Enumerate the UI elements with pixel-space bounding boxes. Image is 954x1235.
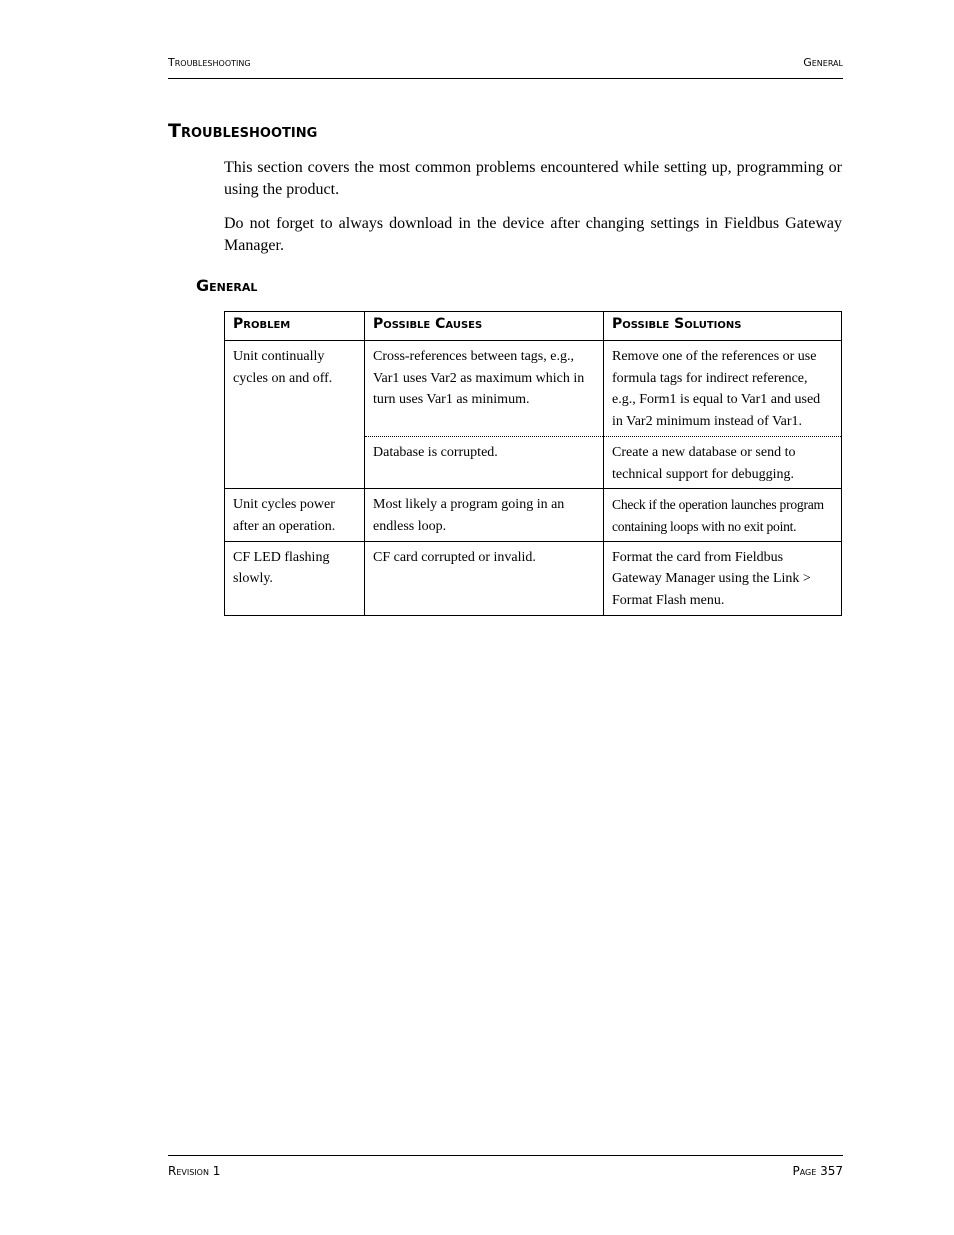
- solution-cell: Remove one of the references or use formula tags for indirect reference, e.g., Form1 is equal to Var1 and used in Var2 minimum instead of Var1.: [604, 341, 842, 437]
- cause-cell: Cross-references between tags, e.g., Var1 uses Var2 as maximum which in turn uses Var1 as minimum.: [365, 341, 604, 437]
- cause-cell: Database is corrupted.: [365, 436, 604, 488]
- table-row: [225, 341, 842, 437]
- table-row: [225, 489, 842, 541]
- page-footer: [168, 1155, 843, 1178]
- column-header-causes: Possible Causes: [365, 312, 604, 341]
- table-header-row: [225, 312, 842, 341]
- header-right: General: [803, 56, 843, 69]
- troubleshooting-table: [224, 311, 842, 616]
- solution-cell: Check if the operation launches program containing loops with no exit point.: [604, 489, 842, 541]
- page-header: [168, 56, 843, 79]
- intro-paragraph: This section covers the most common problems encountered while setting up, programming or using the product.: [224, 159, 842, 198]
- column-header-solutions: Possible Solutions: [604, 312, 842, 341]
- page-number: Page 357: [792, 1164, 843, 1178]
- cause-cell: CF card corrupted or invalid.: [365, 541, 604, 615]
- problem-cell: Unit cycles power after an operation.: [225, 489, 365, 541]
- solution-cell: Create a new database or send to technical support for debugging.: [604, 436, 842, 488]
- problem-cell: Unit continually cycles on and off.: [225, 341, 365, 489]
- table-row: [225, 541, 842, 615]
- header-left: Troubleshooting: [168, 56, 251, 69]
- column-header-problem: Problem: [225, 312, 365, 341]
- problem-cell: CF LED flashing slowly.: [225, 541, 365, 615]
- subsection-title: General: [196, 276, 258, 295]
- solution-cell: Format the card from Fieldbus Gateway Manager using the Link > Format Flash menu.: [604, 541, 842, 615]
- download-note-paragraph: Do not forget to always download in the device after changing settings in Fieldbus Gateway Manager.: [224, 215, 842, 254]
- cause-cell: Most likely a program going in an endless loop.: [365, 489, 604, 541]
- revision-label: Revision 1: [168, 1164, 221, 1178]
- section-title: Troubleshooting: [168, 120, 318, 142]
